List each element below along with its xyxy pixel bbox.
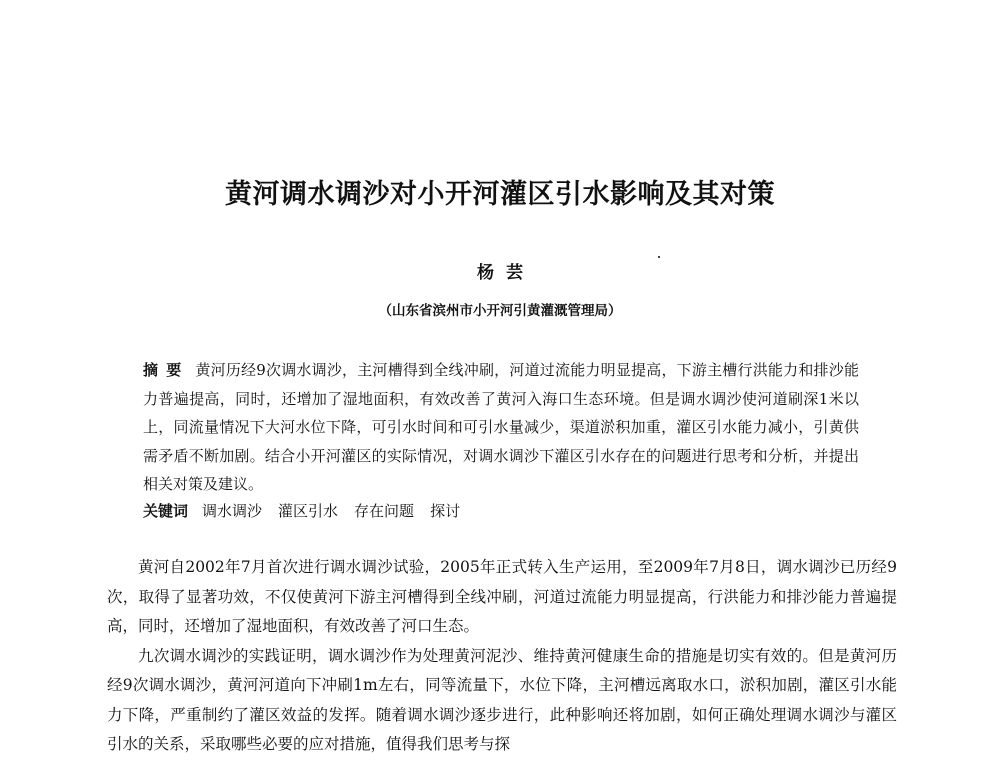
abstract-label: 摘要 xyxy=(143,361,190,379)
paper-title: 黄河调水调沙对小开河灌区引水影响及其对策 xyxy=(225,179,775,210)
keyword-item: 存在问题 xyxy=(354,502,415,520)
body-paragraph: 黄河自2002年7月首次进行调水调沙试验，2005年正式转入生产运用，至2009年7月8日，调水调沙已历经9次，取得了显著功效，不仅使黄河下游主河槽得到全线冲刷，河道过流能力明显提高，行洪能力和排沙能力普遍提高，同时，还增加了湿地面积，有效改善了河口生态。 xyxy=(107,558,897,635)
body-paragraph: 九次调水调沙的实践证明，调水调沙作为处理黄河泥沙、维持黄河健康生命的措施是切实有效的。但是黄河历经9次调水调沙，黄河河道向下冲刷1m左右，同等流量下，水位下降，主河槽远离取水口，淤积加剧，灌区引水能力下降，严重制约了灌区效益的发挥。随着调水调沙逐步进行，此种影响还将加剧，如何正确处理调水调沙与灌区引水的关系，采取哪些必要的应对措施，值得我们思考与探 xyxy=(107,646,897,753)
keywords xyxy=(143,497,859,525)
keyword-item: 调水调沙 xyxy=(202,502,263,520)
abstract xyxy=(143,356,859,499)
scan-speck xyxy=(658,256,660,258)
author-affiliation: （山东省滨州市小开河引黄灌溉管理局） xyxy=(378,303,622,319)
body-text xyxy=(107,553,897,760)
author-name: 杨芸 xyxy=(477,263,535,283)
abstract-text: 黄河历经9次调水调沙，主河槽得到全线冲刷，河道过流能力明显提高，下游主槽行洪能力和排沙能力普遍提高，同时，还增加了湿地面积，有效改善了黄河入海口生态环境。但是调水调沙使河道刷深1米以上，同流量情况下大河水位下降，可引水时间和可引水量减少，渠道淤积加重，灌区引水能力减小，引黄供需矛盾不断加剧。结合小开河灌区的实际情况，对调水调沙下灌区引水存在的问题进行思考和分析，并提出相关对策及建议。 xyxy=(143,361,859,493)
keywords-label: 关键词 xyxy=(143,502,189,520)
keyword-item: 探讨 xyxy=(430,502,461,520)
keyword-item: 灌区引水 xyxy=(278,502,339,520)
